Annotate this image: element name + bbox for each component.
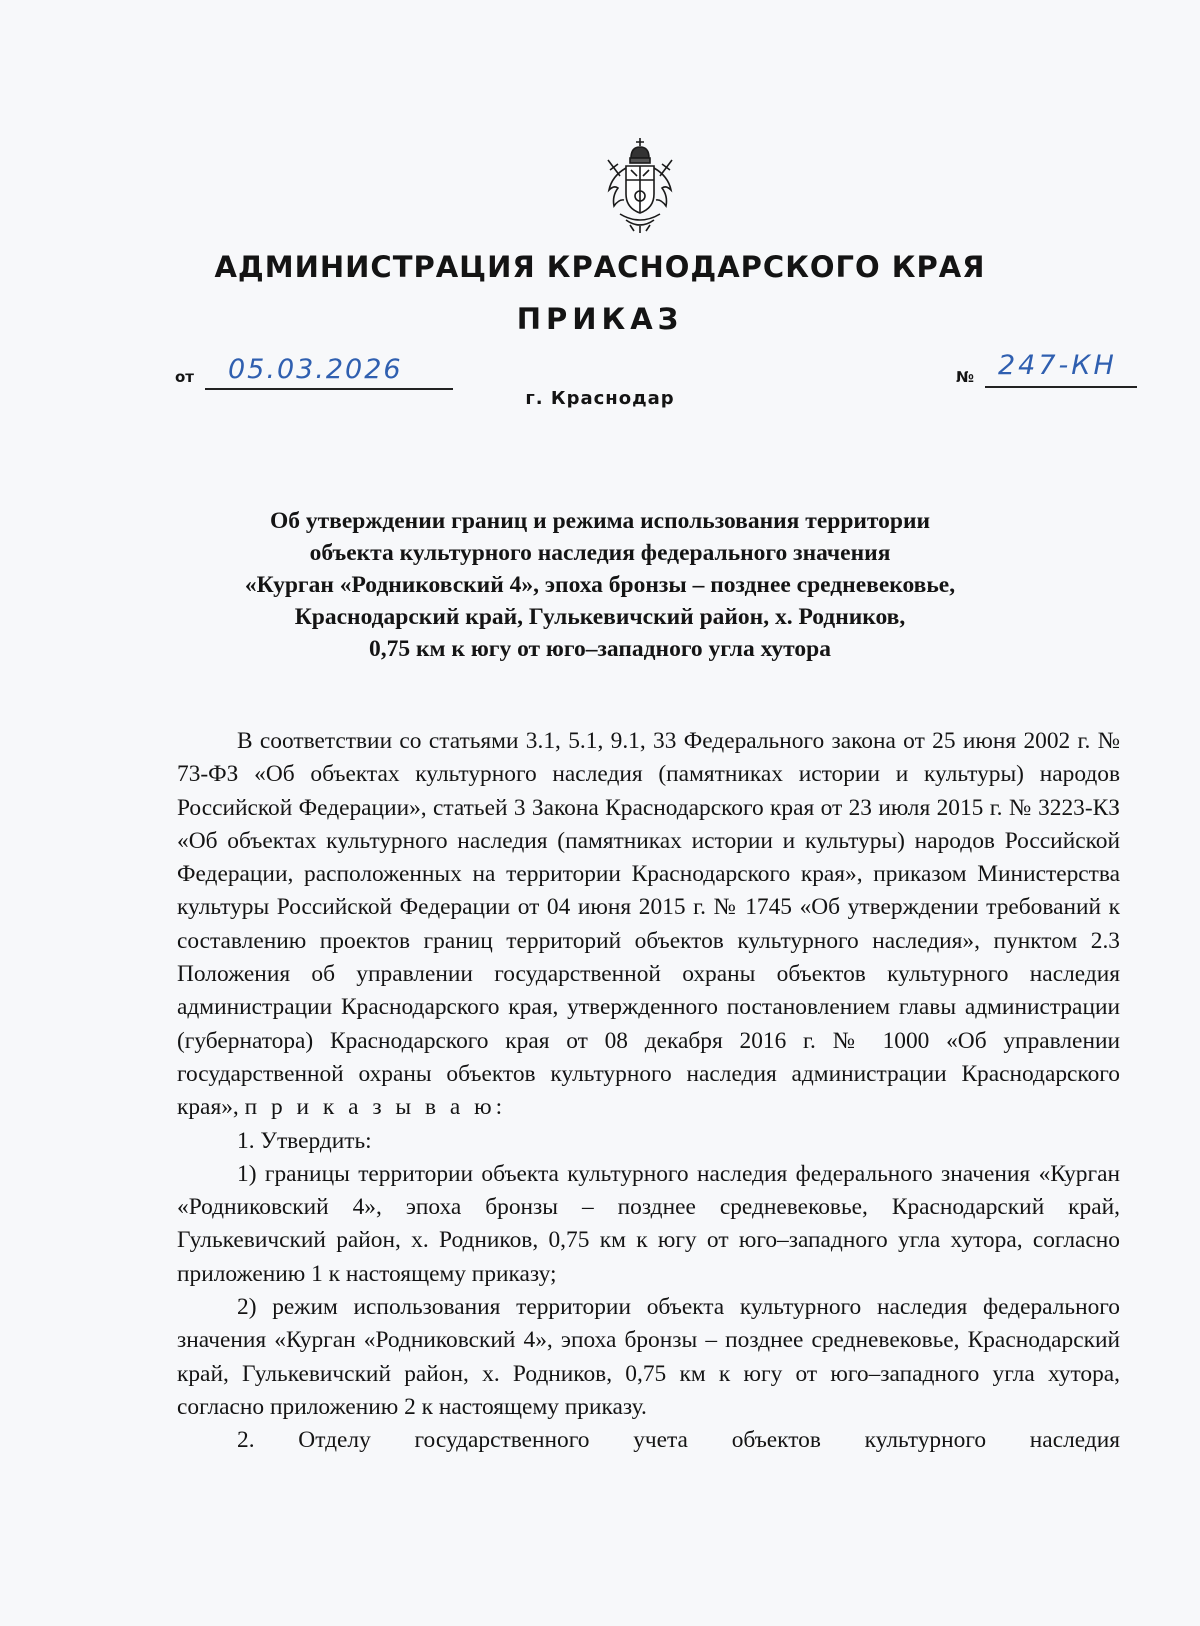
item-1-1: 1) границы территории объекта культурного наследия федерального значения «Курган «Родниковский 4», эпоха бронзы – позднее средневековье, Краснодарский край, Гулькевичский район, х. Родников, 0,75 км к югу от юго–западного угла хутора, согласно приложению 1 к настоящему приказу; bbox=[177, 1160, 1120, 1287]
preamble-text: В соответствии со статьями 3.1, 5.1, 9.1, 33 Федерального закона от 25 июня 2002 г. № 73-ФЗ «Об объектах культурного наследия (памятниках истории и культуры) народов Российской Федерации», статьей 3 Закона Краснодарского края от 23 июля 2015 г. № 3223-КЗ «Об объектах культурного наследия (памятниках истории и культуры) народов Российской Федерации, расположенных на территории Краснодарского края», приказом Министерства культуры Российской Федерации от 04 июня 2015 г. № 1745 «Об утверждении требований к составлению проектов границ территорий объектов культурного наследия», пунктом 2.3 Положения об управлении государственной охраны объектов культурного наследия администрации Краснодарского края, утвержденного постановлением главы администрации (губернатора) Краснодарского края от 08 декабря 2016 г. № 1000 «Об управлении государственной охраны объектов культурного наследия администрации Краснодарского края», bbox=[177, 728, 1120, 1121]
title-line: «Курган «Родниковский 4», эпоха бронзы – позднее средневековье, bbox=[244, 572, 956, 598]
coat-of-arms-icon bbox=[604, 136, 676, 234]
document-body bbox=[177, 725, 1120, 1458]
document-number: 247-КН bbox=[998, 350, 1117, 381]
number-label: № bbox=[956, 368, 975, 386]
organization-name: АДМИНИСТРАЦИЯ КРАСНОДАРСКОГО КРАЯ bbox=[214, 250, 986, 284]
document-type: ПРИКАЗ bbox=[516, 302, 684, 336]
item-2: 2. Отделу государственного учета объектов культурного наследия bbox=[237, 1427, 1120, 1454]
document-date: 05.03.2026 bbox=[228, 354, 403, 385]
item-1-2: 2) режим использования территории объекта культурного наследия федерального значения «Курган «Родниковский 4», эпоха бронзы – позднее средневековье, Краснодарский край, Гулькевичский район, х. Родников, 0,75 км к югу от юго–западного угла хутора, согласно приложению 2 к настоящему приказу. bbox=[177, 1294, 1120, 1420]
city: г. Краснодар bbox=[525, 388, 675, 409]
item-1: 1. Утвердить: bbox=[237, 1127, 372, 1154]
title-line: Краснодарский край, Гулькевичский район, х. Родников, bbox=[294, 604, 906, 630]
title-line: Об утверждении границ и режима использования территории bbox=[269, 508, 931, 534]
document-title bbox=[150, 505, 1050, 665]
order-word: п р и к а з ы в а ю: bbox=[244, 1094, 507, 1121]
title-line: объекта культурного наследия федерального значения bbox=[309, 540, 891, 566]
preamble-paragraph bbox=[177, 725, 1120, 1125]
title-line: 0,75 км к югу от юго–западного угла хутора bbox=[368, 636, 831, 662]
date-label: от bbox=[175, 368, 194, 386]
